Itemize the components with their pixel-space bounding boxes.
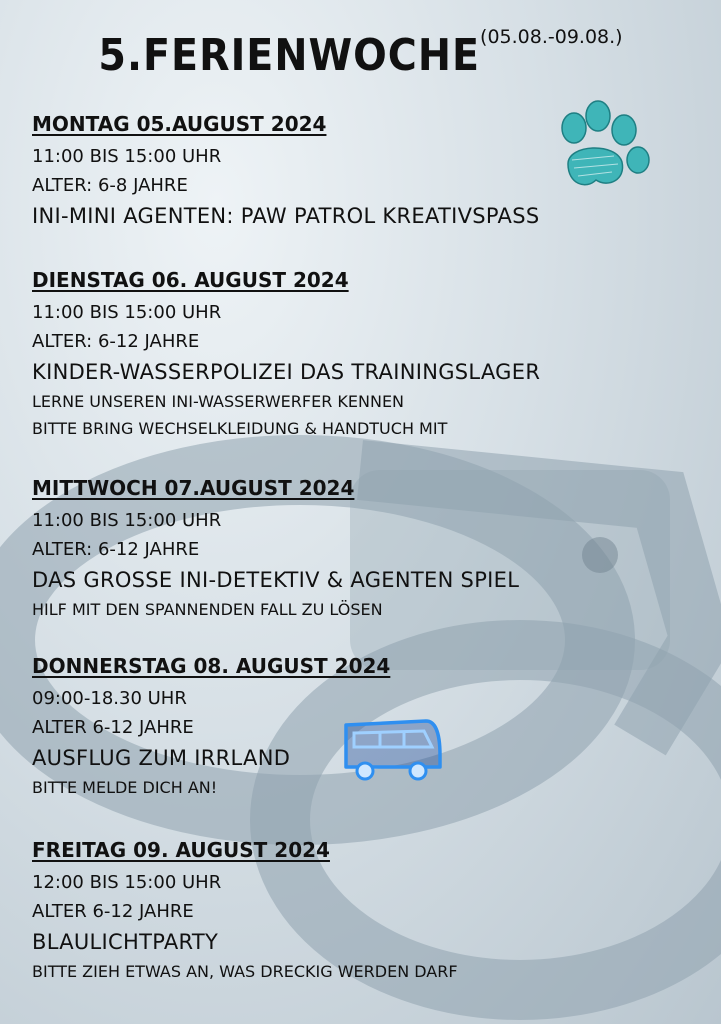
day-activity: BLAULICHTPARTY xyxy=(32,930,219,954)
day-heading: DIENSTAG 06. AUGUST 2024 xyxy=(32,268,349,292)
day-age: ALTER: 6-8 JAHRE xyxy=(32,175,188,196)
day-note: BITTE BRING WECHSELKLEIDUNG & HANDTUCH MIT xyxy=(32,419,448,438)
day-note: BITTE ZIEH ETWAS AN, WAS DRECKIG WERDEN DARF xyxy=(32,962,458,981)
day-note: LERNE UNSEREN INI-WASSERWERFER KENNEN xyxy=(32,392,405,411)
day-activity: DAS GROSSE INI-DETEKTIV & AGENTEN SPIEL xyxy=(32,568,520,592)
day-activity: INI-MINI AGENTEN: PAW PATROL KREATIVSPASS xyxy=(32,204,540,228)
day-wednesday xyxy=(32,476,672,623)
day-time: 09:00-18.30 UHR xyxy=(32,688,187,709)
day-age: ALTER: 6-12 JAHRE xyxy=(32,539,200,560)
day-time: 11:00 BIS 15:00 UHR xyxy=(32,302,222,323)
bus-icon xyxy=(340,715,445,783)
day-time: 12:00 BIS 15:00 UHR xyxy=(32,872,222,893)
page-title xyxy=(0,26,721,81)
paw-print-icon xyxy=(556,100,656,200)
day-heading: MONTAG 05.AUGUST 2024 xyxy=(32,112,327,136)
day-activity: AUSFLUG ZUM IRRLAND xyxy=(32,746,291,770)
day-heading: DONNERSTAG 08. AUGUST 2024 xyxy=(32,654,391,678)
day-friday xyxy=(32,838,672,985)
day-note: HILF MIT DEN SPANNENDEN FALL ZU LÖSEN xyxy=(32,600,383,619)
day-heading: FREITAG 09. AUGUST 2024 xyxy=(32,838,330,862)
day-heading: MITTWOCH 07.AUGUST 2024 xyxy=(32,476,355,500)
day-age: ALTER 6-12 JAHRE xyxy=(32,717,194,738)
day-age: ALTER: 6-12 JAHRE xyxy=(32,331,200,352)
day-age: ALTER 6-12 JAHRE xyxy=(32,901,194,922)
day-time: 11:00 BIS 15:00 UHR xyxy=(32,510,222,531)
title-main: 5.FERIENWOCHE xyxy=(98,30,481,81)
title-dates: (05.08.-09.08.) xyxy=(480,26,623,48)
day-activity: KINDER-WASSERPOLIZEI DAS TRAININGSLAGER xyxy=(32,360,541,384)
day-tuesday xyxy=(32,268,672,442)
day-note: BITTE MELDE DICH AN! xyxy=(32,778,218,797)
day-time: 11:00 BIS 15:00 UHR xyxy=(32,146,222,167)
